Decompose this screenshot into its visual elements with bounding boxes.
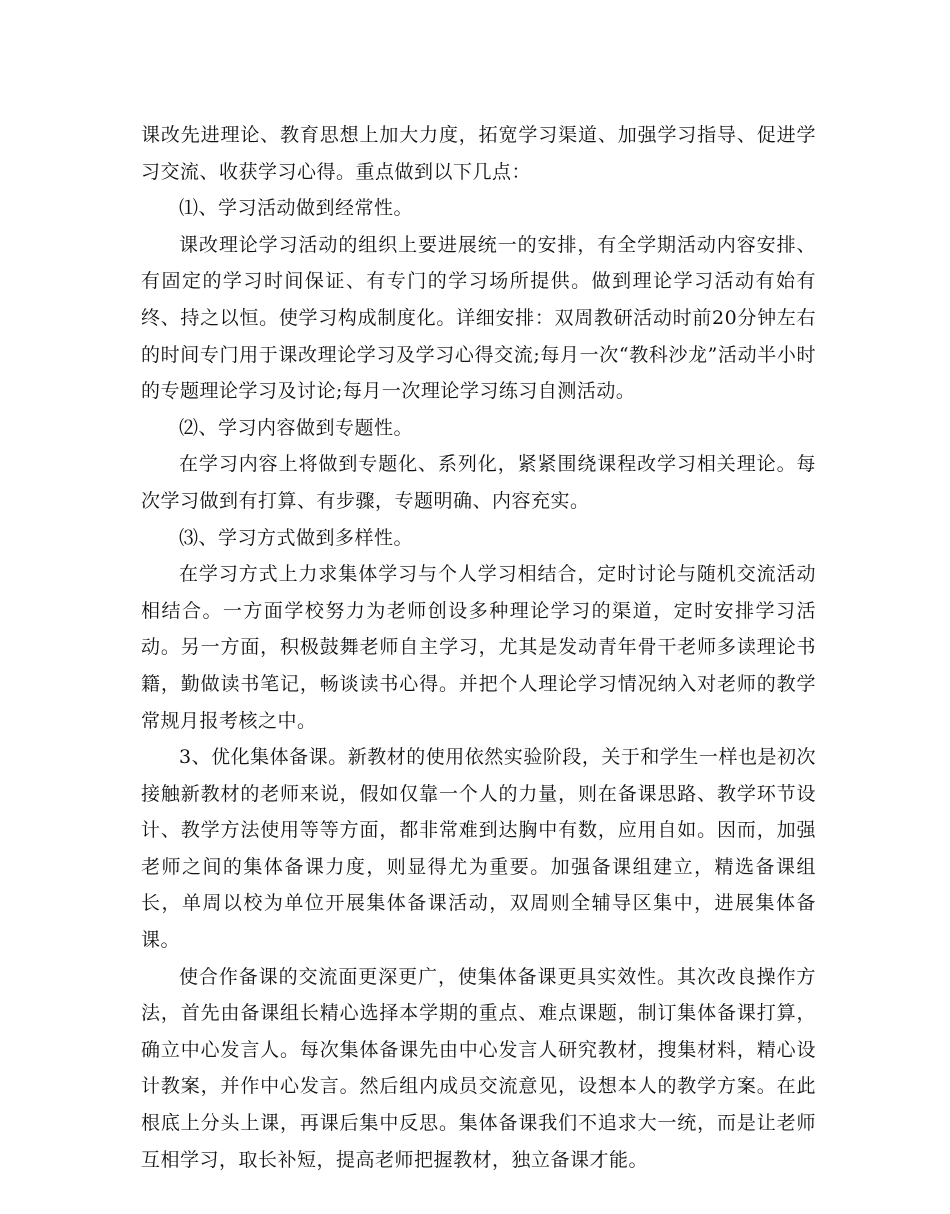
paragraph-5: 在学习内容上将做到专题化、系列化，紧紧围绕课程改学习相关理论。每次学习做到有打算、有步骤，专题明确、内容充实。 bbox=[141, 453, 816, 512]
paragraph-6-heading: ⑶、学习方式做到多样性。 bbox=[179, 526, 414, 549]
paragraph-9: 使合作备课的交流面更深更广，使集体备课更具实效性。其次改良操作方法，首先由备课组长精心选择本学期的重点、难点课题，制订集体备课打算，确立中心发言人。每次集体备课先由中心发言人研究教材，搜集材料，精心设计教案，并作中心发言。然后组内成员交流意见，设想本人的教学方案。在此根底上分头上课，再课后集中反思。集体备课我们不追求大一统，而是让老师互相学习，取长补短，提高老师把握教材，独立备课才能。 bbox=[141, 965, 816, 1171]
paragraph-1: 课改先进理论、教育思想上加大力度，拓宽学习渠道、加强学习指导、促进学习交流、收获学习心得。重点做到以下几点： bbox=[141, 124, 816, 183]
paragraph-7: 在学习方式上力求集体学习与个人学习相结合，定时讨论与随机交流活动相结合。一方面学校努力为老师创设多种理论学习的渠道，定时安排学习活动。另一方面，积极鼓舞老师自主学习，尤其是发动青年骨干老师多读理论书籍，勤做读书笔记，畅谈读书心得。并把个人理论学习情况纳入对老师的教学常规月报考核之中。 bbox=[141, 563, 816, 732]
paragraph-8: 3、优化集体备课。新教材的使用依然实验阶段，关于和学生一样也是初次接触新教材的老师来说，假如仅靠一个人的力量，则在备课思路、教学环节设计、教学方法使用等等方面，都非常难到达胸中有数，应用自如。因而，加强老师之间的集体备课力度，则显得尤为重要。加强备课组建立，精选备课组长，单周以校为单位开展集体备课活动，双周则全辅导区集中，进展集体备课。 bbox=[141, 746, 816, 952]
paragraph-3: 课改理论学习活动的组织上要进展统一的安排，有全学期活动内容安排、有固定的学习时间保证、有专门的学习场所提供。做到理论学习活动有始有终、持之以恒。使学习构成制度化。详细安排：双周教研活动时前20分钟左右的时间专门用于课改理论学习及学习心得交流;每月一次“教科沙龙”活动半小时的专题理论学习及讨论;每月一次理论学习练习自测活动。 bbox=[141, 233, 816, 403]
paragraph-2-heading: ⑴、学习活动做到经常性。 bbox=[179, 197, 414, 220]
paragraph-4-heading: ⑵、学习内容做到专题性。 bbox=[179, 416, 414, 439]
document-body bbox=[141, 117, 816, 1178]
